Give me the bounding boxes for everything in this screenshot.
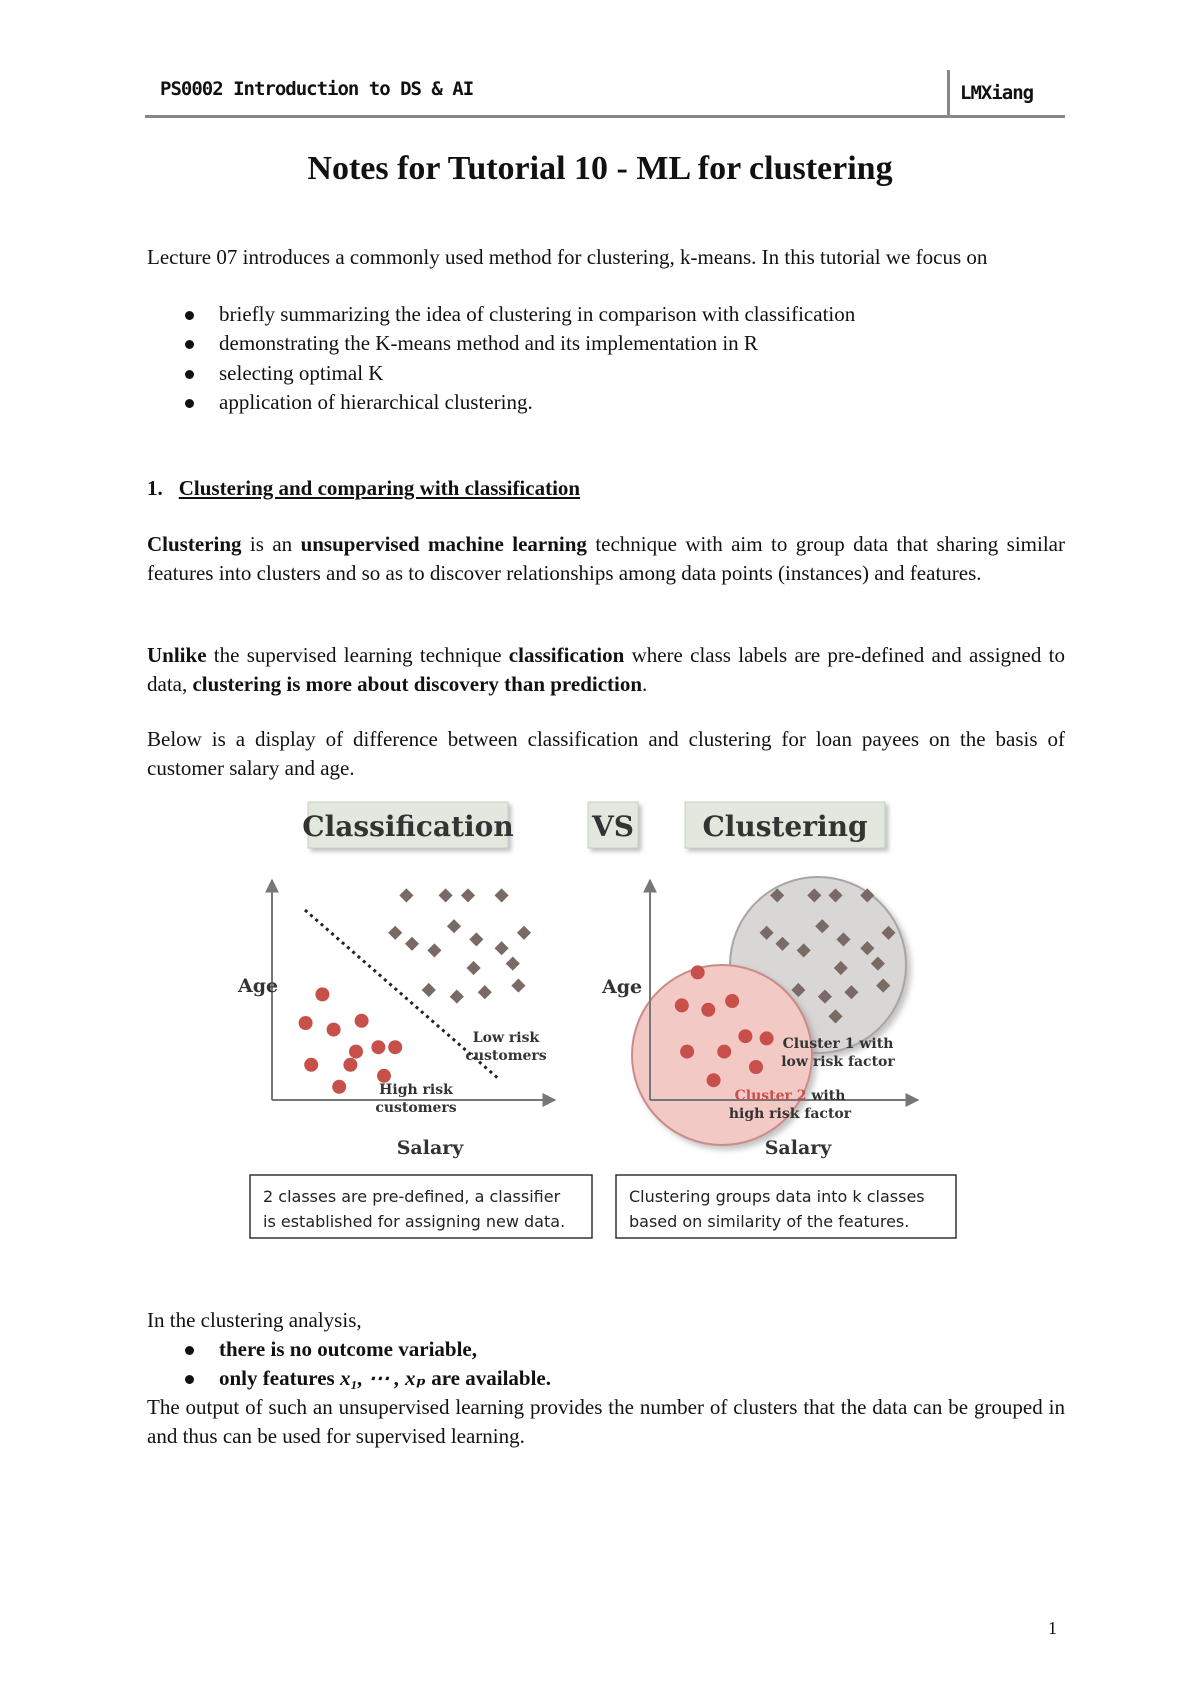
classification-title: Classification (302, 810, 514, 843)
low-risk-point (506, 957, 520, 971)
high-risk-point (675, 998, 689, 1012)
high-risk-point (315, 987, 329, 1001)
high-risk-point (371, 1040, 385, 1054)
left-ylabel: Age (238, 975, 279, 997)
low-risk-point (388, 926, 402, 940)
bullet-dot (185, 399, 194, 408)
high-risk-point (332, 1080, 346, 1094)
high-risk-point (304, 1058, 318, 1072)
low-risk-point (461, 888, 475, 902)
clustering-output-text: The output of such an unsupervised learning provides the number of clusters that the data can be grouped in and thus can be used for supervised learning. (147, 1395, 1065, 1448)
clustering-analysis-lead: In the clustering analysis, (147, 1308, 362, 1332)
low-risk-label-2: customers (465, 1048, 547, 1064)
high-risk-point (749, 1060, 763, 1074)
high-risk-point (701, 1003, 715, 1017)
right-ylabel: Age (602, 976, 643, 998)
bullet-dot (185, 311, 194, 320)
intro-bullet: application of hierarchical clustering. (185, 388, 533, 417)
low-risk-point (450, 990, 464, 1004)
vs-label: VS (592, 810, 634, 843)
clustering-definition: Clustering is an unsupervised machine learning technique with aim to group data that sharing similar features into clusters and so as to discover relationships among data points (instances) and features. (147, 532, 1065, 585)
low-risk-point (478, 985, 492, 999)
high-risk-point (760, 1031, 774, 1045)
intro-bullet: selecting optimal K (185, 359, 383, 388)
low-risk-point (467, 961, 481, 975)
low-risk-label-1: Low risk (472, 1030, 540, 1046)
intro-bullet: demonstrating the K-means method and its implementation in R (185, 329, 758, 358)
low-risk-point (517, 926, 531, 940)
analysis-bullet: there is no outcome variable, (185, 1335, 477, 1364)
header-course: PS0002 Introduction to DS & AI (160, 78, 474, 100)
high-risk-point (680, 1045, 694, 1059)
intro-text: Lecture 07 introduces a commonly used method for clustering, k-means. In this tutorial we focus on (147, 245, 988, 269)
classification-contrast: Unlike the supervised learning technique classification where class labels are pre-defined and assigned to data, clustering is more about discovery than prediction. (147, 643, 1065, 696)
low-risk-point (439, 888, 453, 902)
bullet-dot (185, 1346, 194, 1355)
figure-intro: Below is a display of difference between classification and clustering for loan payees on the basis of customer salary and age. (147, 727, 1065, 780)
right-xlabel: Salary (764, 1137, 832, 1159)
low-risk-point (495, 941, 509, 955)
section-heading: 1. Clustering and comparing with classification (147, 476, 581, 500)
cluster-2-label-2: high risk factor (728, 1106, 852, 1122)
header-divider (947, 70, 950, 118)
left-caption-line-2: is established for assigning new data. (263, 1212, 566, 1231)
high-risk-point (377, 1069, 391, 1083)
high-risk-point (343, 1058, 357, 1072)
high-risk-point (707, 1073, 721, 1087)
high-risk-label-2: customers (375, 1100, 457, 1116)
header-author: LMXiang (960, 82, 1034, 104)
cluster-1-label-1: Cluster 1 with (782, 1036, 894, 1052)
low-risk-point (422, 983, 436, 997)
cluster-1-label-2: low risk factor (781, 1054, 895, 1070)
high-risk-point (717, 1045, 731, 1059)
low-risk-point (511, 979, 525, 993)
low-risk-point (447, 919, 461, 933)
high-risk-label-1: High risk (379, 1082, 453, 1098)
high-risk-point (299, 1016, 313, 1030)
bullet-dot (185, 1375, 194, 1384)
left-xlabel: Salary (396, 1137, 464, 1159)
bullet-dot (185, 370, 194, 379)
cluster-2-label-1: Cluster 2 with (734, 1088, 846, 1104)
high-risk-point (691, 965, 705, 979)
high-risk-point (738, 1029, 752, 1043)
left-caption-line-1: 2 classes are pre-defined, a classifier (263, 1187, 561, 1206)
intro-bullet: briefly summarizing the idea of clustering in comparison with classification (185, 300, 855, 329)
page-title: Notes for Tutorial 10 - ML for clustering (307, 150, 893, 187)
clustering-title: Clustering (702, 810, 868, 843)
header-rule (145, 115, 1065, 118)
classification-vs-clustering-figure (230, 790, 1030, 1260)
right-caption-line-1: Clustering groups data into k classes (629, 1187, 925, 1206)
high-risk-point (388, 1040, 402, 1054)
high-risk-point (327, 1023, 341, 1037)
high-risk-point (355, 1014, 369, 1028)
low-risk-point (469, 932, 483, 946)
high-risk-point (725, 994, 739, 1008)
features-math: x₁, ⋯ , xₚ (339, 1366, 426, 1390)
analysis-bullet: only features x₁, ⋯ , xₚ are available. (185, 1364, 551, 1393)
low-risk-point (427, 943, 441, 957)
bullet-dot (185, 340, 194, 349)
low-risk-point (495, 888, 509, 902)
low-risk-point (405, 937, 419, 951)
page-number: 1 (1048, 1618, 1057, 1638)
high-risk-point (349, 1045, 363, 1059)
low-risk-point (399, 888, 413, 902)
right-caption-line-2: based on similarity of the features. (629, 1212, 910, 1231)
